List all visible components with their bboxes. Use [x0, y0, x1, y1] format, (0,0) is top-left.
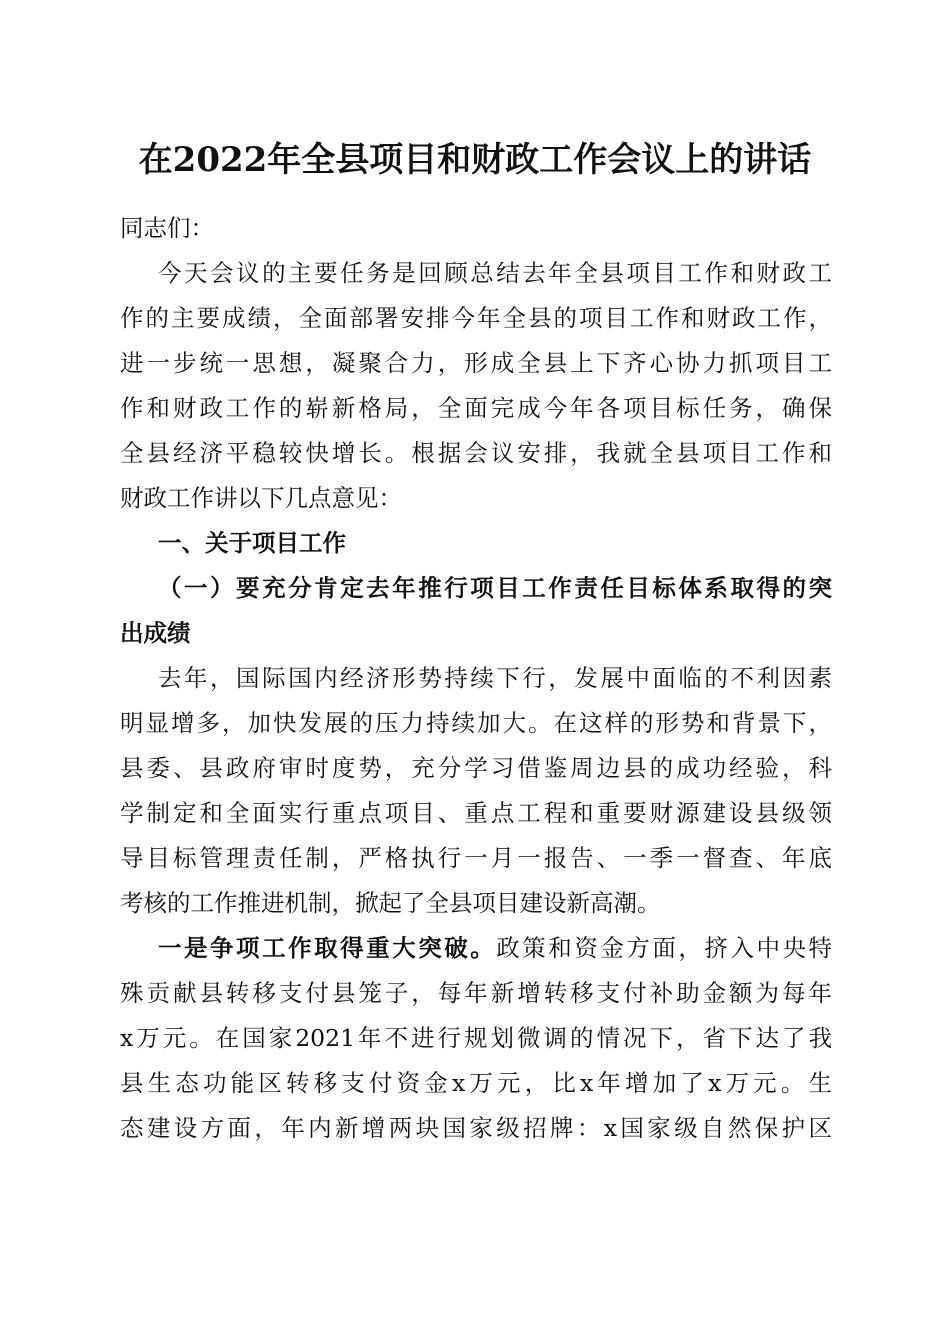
intro-line: 作的主要成绩，全面部署安排今年全县的项目工作和财政工作， [120, 304, 832, 332]
intro-line: 全县经济平稳较快增长。根据会议安排，我就全县项目工作和 [120, 439, 832, 467]
paragraph-line: 去年，国际国内经济形势持续下行，发展中面临的不利因素 [158, 664, 832, 692]
paragraph-line: 殊贡献县转移支付县笼子，每年新增转移支付补助金额为每年 [120, 979, 832, 1007]
intro-line: 财政工作讲以下几点意见： [120, 484, 402, 512]
intro-line: 进一步统一思想，凝聚合力，形成全县上下齐心协力抓项目工 [120, 349, 832, 377]
paragraph-text: 政策和资金方面，挤入中央特 [496, 934, 833, 962]
paragraph-line [120, 926, 832, 971]
paragraph-line: 明显增多，加快发展的压力持续加大。在这样的形势和背景下， [120, 709, 832, 737]
paragraph-lead: 一是争项工作取得重大突破。 [158, 934, 497, 962]
paragraph-line: 县委、县政府审时度势，充分学习借鉴周边县的成功经验，科 [120, 754, 832, 782]
paragraph-line: x万元。在国家2021年不进行规划微调的情况下，省下达了我 [120, 1024, 832, 1052]
intro-line: 今天会议的主要任务是回顾总结去年全县项目工作和财政工 [158, 259, 832, 287]
paragraph-line: 导目标管理责任制，严格执行一月一报告、一季一督查、年底 [120, 844, 832, 872]
document-body [120, 206, 832, 1151]
subsection-heading-line: 出成绩 [120, 619, 191, 647]
document-title: 在2022年全县项目和财政工作会议上的讲话 [138, 140, 812, 180]
salutation: 同志们： [120, 214, 214, 242]
paragraph-line: 态建设方面，年内新增两块国家级招牌：x国家级自然保护区 [120, 1114, 832, 1142]
paragraph-line: 学制定和全面实行重点项目、重点工程和重要财源建设县级领 [120, 799, 832, 827]
paragraph-line: 县生态功能区转移支付资金x万元，比x年增加了x万元。生 [120, 1069, 832, 1097]
intro-line: 作和财政工作的崭新格局，全面完成今年各项目标任务，确保 [120, 394, 832, 422]
paragraph-line: 考核的工作推进机制，掀起了全县项目建设新高潮。 [120, 889, 661, 917]
subsection-heading-line: （一）要充分肯定去年推行项目工作责任目标体系取得的突 [158, 574, 832, 602]
section-heading: 一、关于项目工作 [158, 529, 346, 557]
